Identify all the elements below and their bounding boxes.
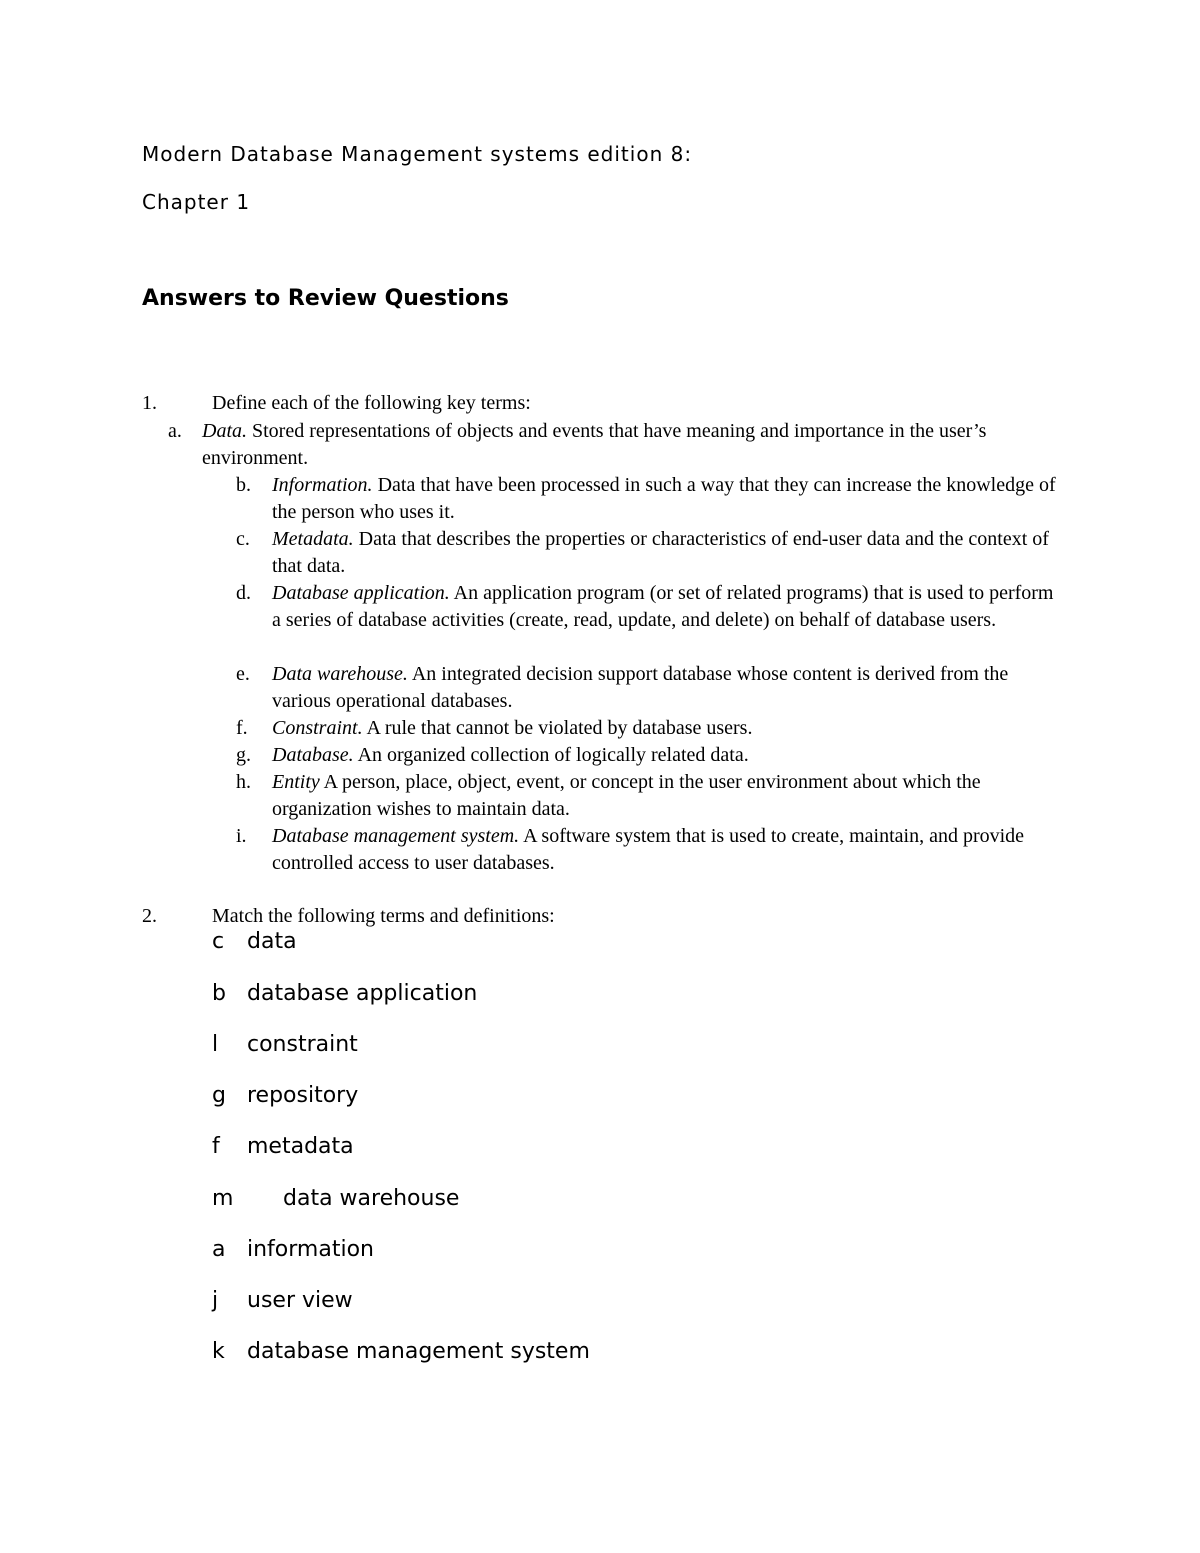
item-label: h. (236, 771, 251, 793)
item-term: Entity (272, 771, 320, 793)
match-letter: b (212, 981, 226, 1006)
item-body (272, 742, 1062, 769)
item-body (272, 769, 1062, 823)
match-term: data warehouse (283, 1186, 460, 1211)
item-label: a. (168, 420, 182, 442)
item-label: c. (236, 528, 250, 550)
item-definition: Data that have been processed in such a way that they can increase the knowledge of the person who uses it. (272, 474, 1056, 523)
match-term: database application (247, 981, 478, 1006)
question-number: 2. (142, 905, 157, 927)
item-term: Data. (202, 420, 247, 442)
item-body (272, 715, 1062, 742)
item-label: f. (236, 717, 248, 739)
item-body (272, 661, 1062, 715)
item-definition: An application program (or set of related programs) that is used to perform a series of database activities (create, read, update, and delete) on behalf of database users. (272, 582, 1054, 631)
item-label: i. (236, 825, 247, 847)
item-body (272, 472, 1062, 526)
match-term: constraint (247, 1032, 358, 1057)
item-body (272, 526, 1062, 580)
match-term: repository (247, 1083, 359, 1108)
match-term: information (247, 1237, 374, 1262)
match-letter: f (212, 1134, 220, 1159)
item-term: Constraint. (272, 717, 363, 739)
item-definition: Stored representations of objects and events that have meaning and importance in the user’s environment. (202, 420, 987, 469)
match-letter: c (212, 929, 225, 954)
match-term: metadata (247, 1134, 354, 1159)
match-letter: a (212, 1237, 226, 1262)
question-prompt: Define each of the following key terms: (212, 392, 531, 414)
item-label: e. (236, 663, 250, 685)
item-definition: An integrated decision support database whose content is derived from the various operational databases. (272, 663, 1009, 712)
item-definition: An organized collection of logically related data. (353, 744, 749, 766)
section-heading: Answers to Review Questions (142, 286, 509, 311)
match-letter: l (212, 1032, 219, 1057)
item-term: Database application. (272, 582, 450, 604)
item-term: Metadata. (272, 528, 354, 550)
item-definition: A rule that cannot be violated by database users. (362, 717, 753, 739)
question-number: 1. (142, 392, 157, 414)
item-definition: Data that describes the properties or characteristics of end-user data and the context of that data. (272, 528, 1049, 577)
item-label: d. (236, 582, 251, 604)
chapter-label: Chapter 1 (142, 190, 251, 214)
match-letter: g (212, 1083, 226, 1108)
item-definition: A software system that is used to create, maintain, and provide controlled access to user databases. (272, 825, 1025, 874)
item-label: g. (236, 744, 251, 766)
item-definition: A person, place, object, event, or concept in the user environment about which the organization wishes to maintain data. (272, 771, 981, 820)
item-term: Information. (272, 474, 373, 496)
document-title: Modern Database Management systems edition 8: (142, 142, 693, 166)
match-term: database management system (247, 1339, 590, 1364)
item-body (202, 418, 1072, 472)
match-letter: k (212, 1339, 225, 1364)
item-body (272, 823, 1062, 877)
match-letter: j (212, 1288, 219, 1313)
item-body (272, 580, 1062, 634)
question-prompt: Match the following terms and definitions: (212, 905, 555, 927)
item-term: Data warehouse. (272, 663, 408, 685)
item-label: b. (236, 474, 251, 496)
match-term: user view (247, 1288, 353, 1313)
item-term: Database. (272, 744, 354, 766)
item-term: Database management system. (272, 825, 520, 847)
match-term: data (247, 929, 297, 954)
match-letter: m (212, 1186, 234, 1211)
